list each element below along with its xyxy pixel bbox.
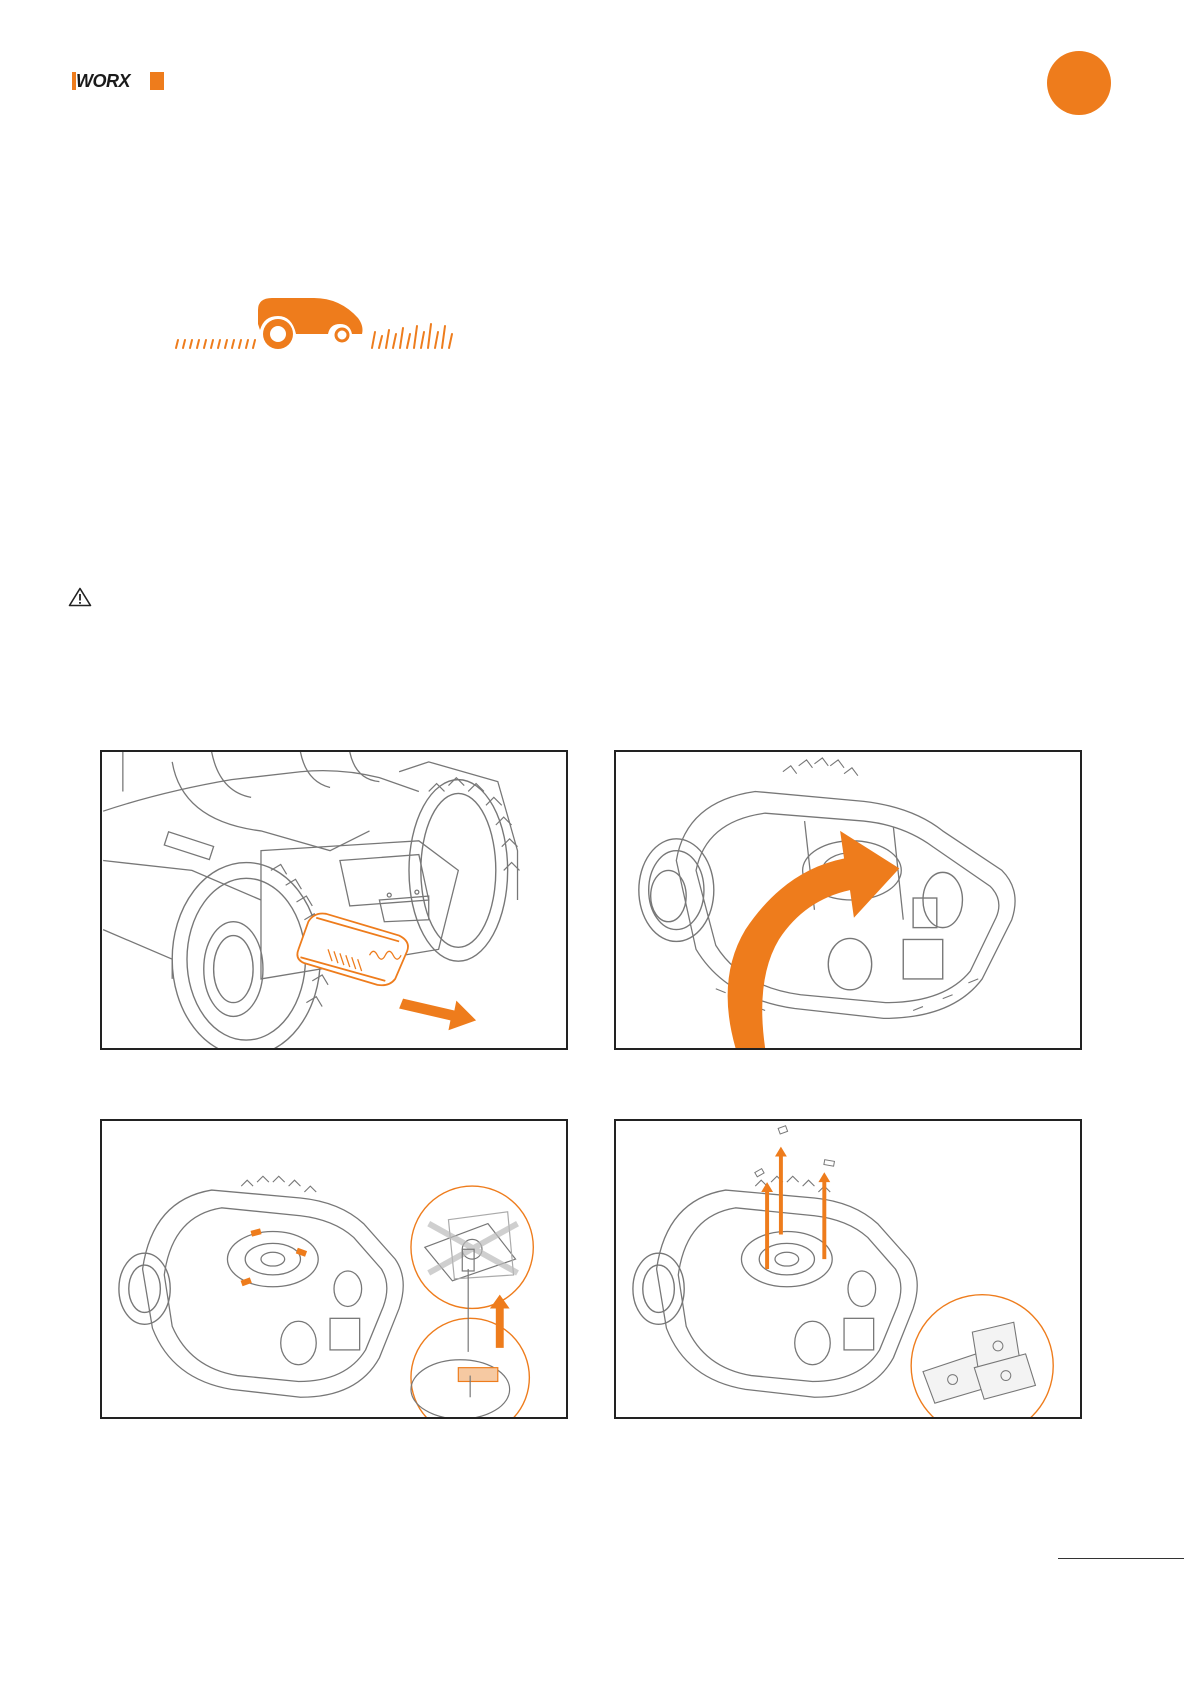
warning-triangle-icon xyxy=(68,587,92,607)
logo-accent-right xyxy=(150,72,164,90)
page-marker-dot xyxy=(1047,51,1111,115)
figure-battery-removal xyxy=(100,750,568,1050)
figure-flip-mower xyxy=(614,750,1082,1050)
figure-lift-off-blades xyxy=(614,1119,1082,1419)
worx-logo xyxy=(72,72,164,90)
mower-grass-icon xyxy=(174,294,460,356)
logo-text: WORX xyxy=(76,71,130,91)
figure-unscrew-blades xyxy=(100,1119,568,1419)
footer-rule xyxy=(1058,1558,1184,1559)
